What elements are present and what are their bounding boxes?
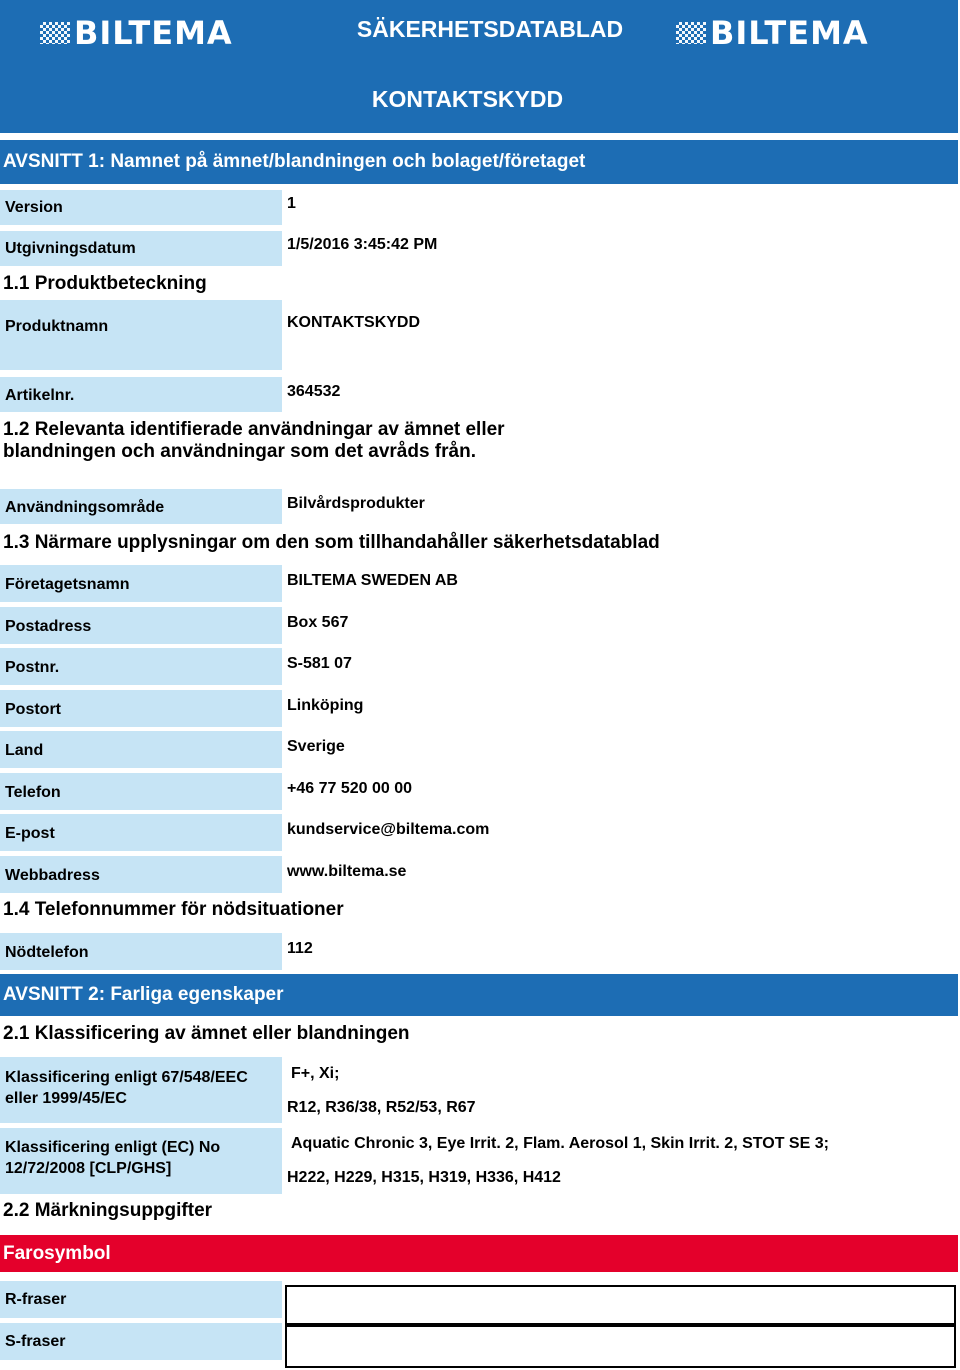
date-label: Utgivningsdatum	[0, 231, 282, 266]
article-value: 364532	[287, 383, 341, 400]
logo-text: BILTEMA	[710, 14, 869, 52]
checkered-flag-icon	[40, 22, 70, 44]
website-label: Webbadress	[0, 856, 282, 893]
class-clp-label-line2: 12/72/2008 [CLP/GHS]	[5, 1160, 172, 1177]
class-eec-value-2: R12, R36/38, R52/53, R67	[287, 1099, 476, 1116]
postaddress-value: Box 567	[287, 614, 349, 631]
class-clp-label-line1: Klassificering enligt (EC) No	[5, 1139, 221, 1156]
class-clp-value-1: Aquatic Chronic 3, Eye Irrit. 2, Flam. Aerosol 1, Skin Irrit. 2, STOT SE 3;	[291, 1135, 829, 1152]
subsection-2-2: 2.2 Märkningsuppgifter	[3, 1200, 213, 1221]
r-phrases-label: R-fraser	[0, 1281, 282, 1318]
version-value: 1	[287, 195, 296, 212]
company-label: Företagetsnamn	[0, 565, 282, 602]
version-label: Version	[0, 190, 282, 225]
r-phrases-box	[285, 1285, 956, 1325]
postnr-label: Postnr.	[0, 648, 282, 685]
website-value[interactable]: www.biltema.se	[287, 863, 407, 880]
class-eec-label-line2: eller 1999/45/EC	[5, 1090, 127, 1107]
s-phrases-box	[285, 1325, 956, 1368]
date-value: 1/5/2016 3:45:42 PM	[287, 236, 438, 253]
subsection-1-2	[3, 419, 505, 463]
emergency-label: Nödtelefon	[0, 933, 282, 970]
subsection-1-1: 1.1 Produktbeteckning	[3, 273, 207, 294]
subsection-1-2-line2: blandningen och användningar som det avråds från.	[3, 441, 476, 462]
subsection-1-2-line1: 1.2 Relevanta identifierade användningar av ämnet eller	[3, 419, 505, 440]
product-name-label: Produktnamn	[0, 300, 282, 370]
product-name-value: KONTAKTSKYDD	[287, 314, 421, 331]
country-value: Sverige	[287, 738, 345, 755]
subsection-1-3: 1.3 Närmare upplysningar om den som tillhandahåller säkerhetsdatablad	[3, 532, 660, 553]
subsection-1-4: 1.4 Telefonnummer för nödsituationer	[3, 899, 344, 920]
email-value[interactable]: kundservice@biltema.com	[287, 821, 490, 838]
class-clp-label	[0, 1128, 282, 1194]
email-label: E-post	[0, 814, 282, 851]
country-label: Land	[0, 731, 282, 768]
postaddress-label: Postadress	[0, 607, 282, 644]
checkered-flag-icon	[676, 22, 706, 44]
class-eec-label	[0, 1057, 282, 1123]
company-value: BILTEMA SWEDEN AB	[287, 572, 458, 589]
hazard-symbol-heading: Farosymbol	[0, 1235, 958, 1272]
usage-label: Användningsområde	[0, 489, 282, 524]
emergency-value: 112	[287, 940, 313, 957]
usage-value: Bilvårdsprodukter	[287, 495, 425, 512]
section-2-heading: AVSNITT 2: Farliga egenskaper	[0, 974, 958, 1016]
section-1-heading: AVSNITT 1: Namnet på ämnet/blandningen och bolaget/företaget	[0, 140, 958, 184]
phone-value: +46 77 520 00 00	[287, 780, 413, 797]
article-label: Artikelnr.	[0, 377, 282, 412]
subsection-2-1: 2.1 Klassificering av ämnet eller blandningen	[3, 1023, 410, 1044]
class-eec-value-1: F+, Xi;	[291, 1065, 340, 1082]
document-title: SÄKERHETSDATABLAD	[356, 16, 624, 42]
product-title: KONTAKTSKYDD	[371, 86, 564, 112]
s-phrases-label: S-fraser	[0, 1323, 282, 1360]
biltema-logo-left	[40, 14, 233, 52]
postnr-value: S-581 07	[287, 655, 352, 672]
logo-text: BILTEMA	[74, 14, 233, 52]
biltema-logo-right	[676, 14, 869, 52]
postort-label: Postort	[0, 690, 282, 727]
postort-value: Linköping	[287, 697, 364, 714]
phone-label: Telefon	[0, 773, 282, 810]
class-eec-label-line1: Klassificering enligt 67/548/EEC	[5, 1069, 248, 1086]
class-clp-value-2: H222, H229, H315, H319, H336, H412	[287, 1169, 561, 1186]
page-header	[0, 0, 958, 133]
